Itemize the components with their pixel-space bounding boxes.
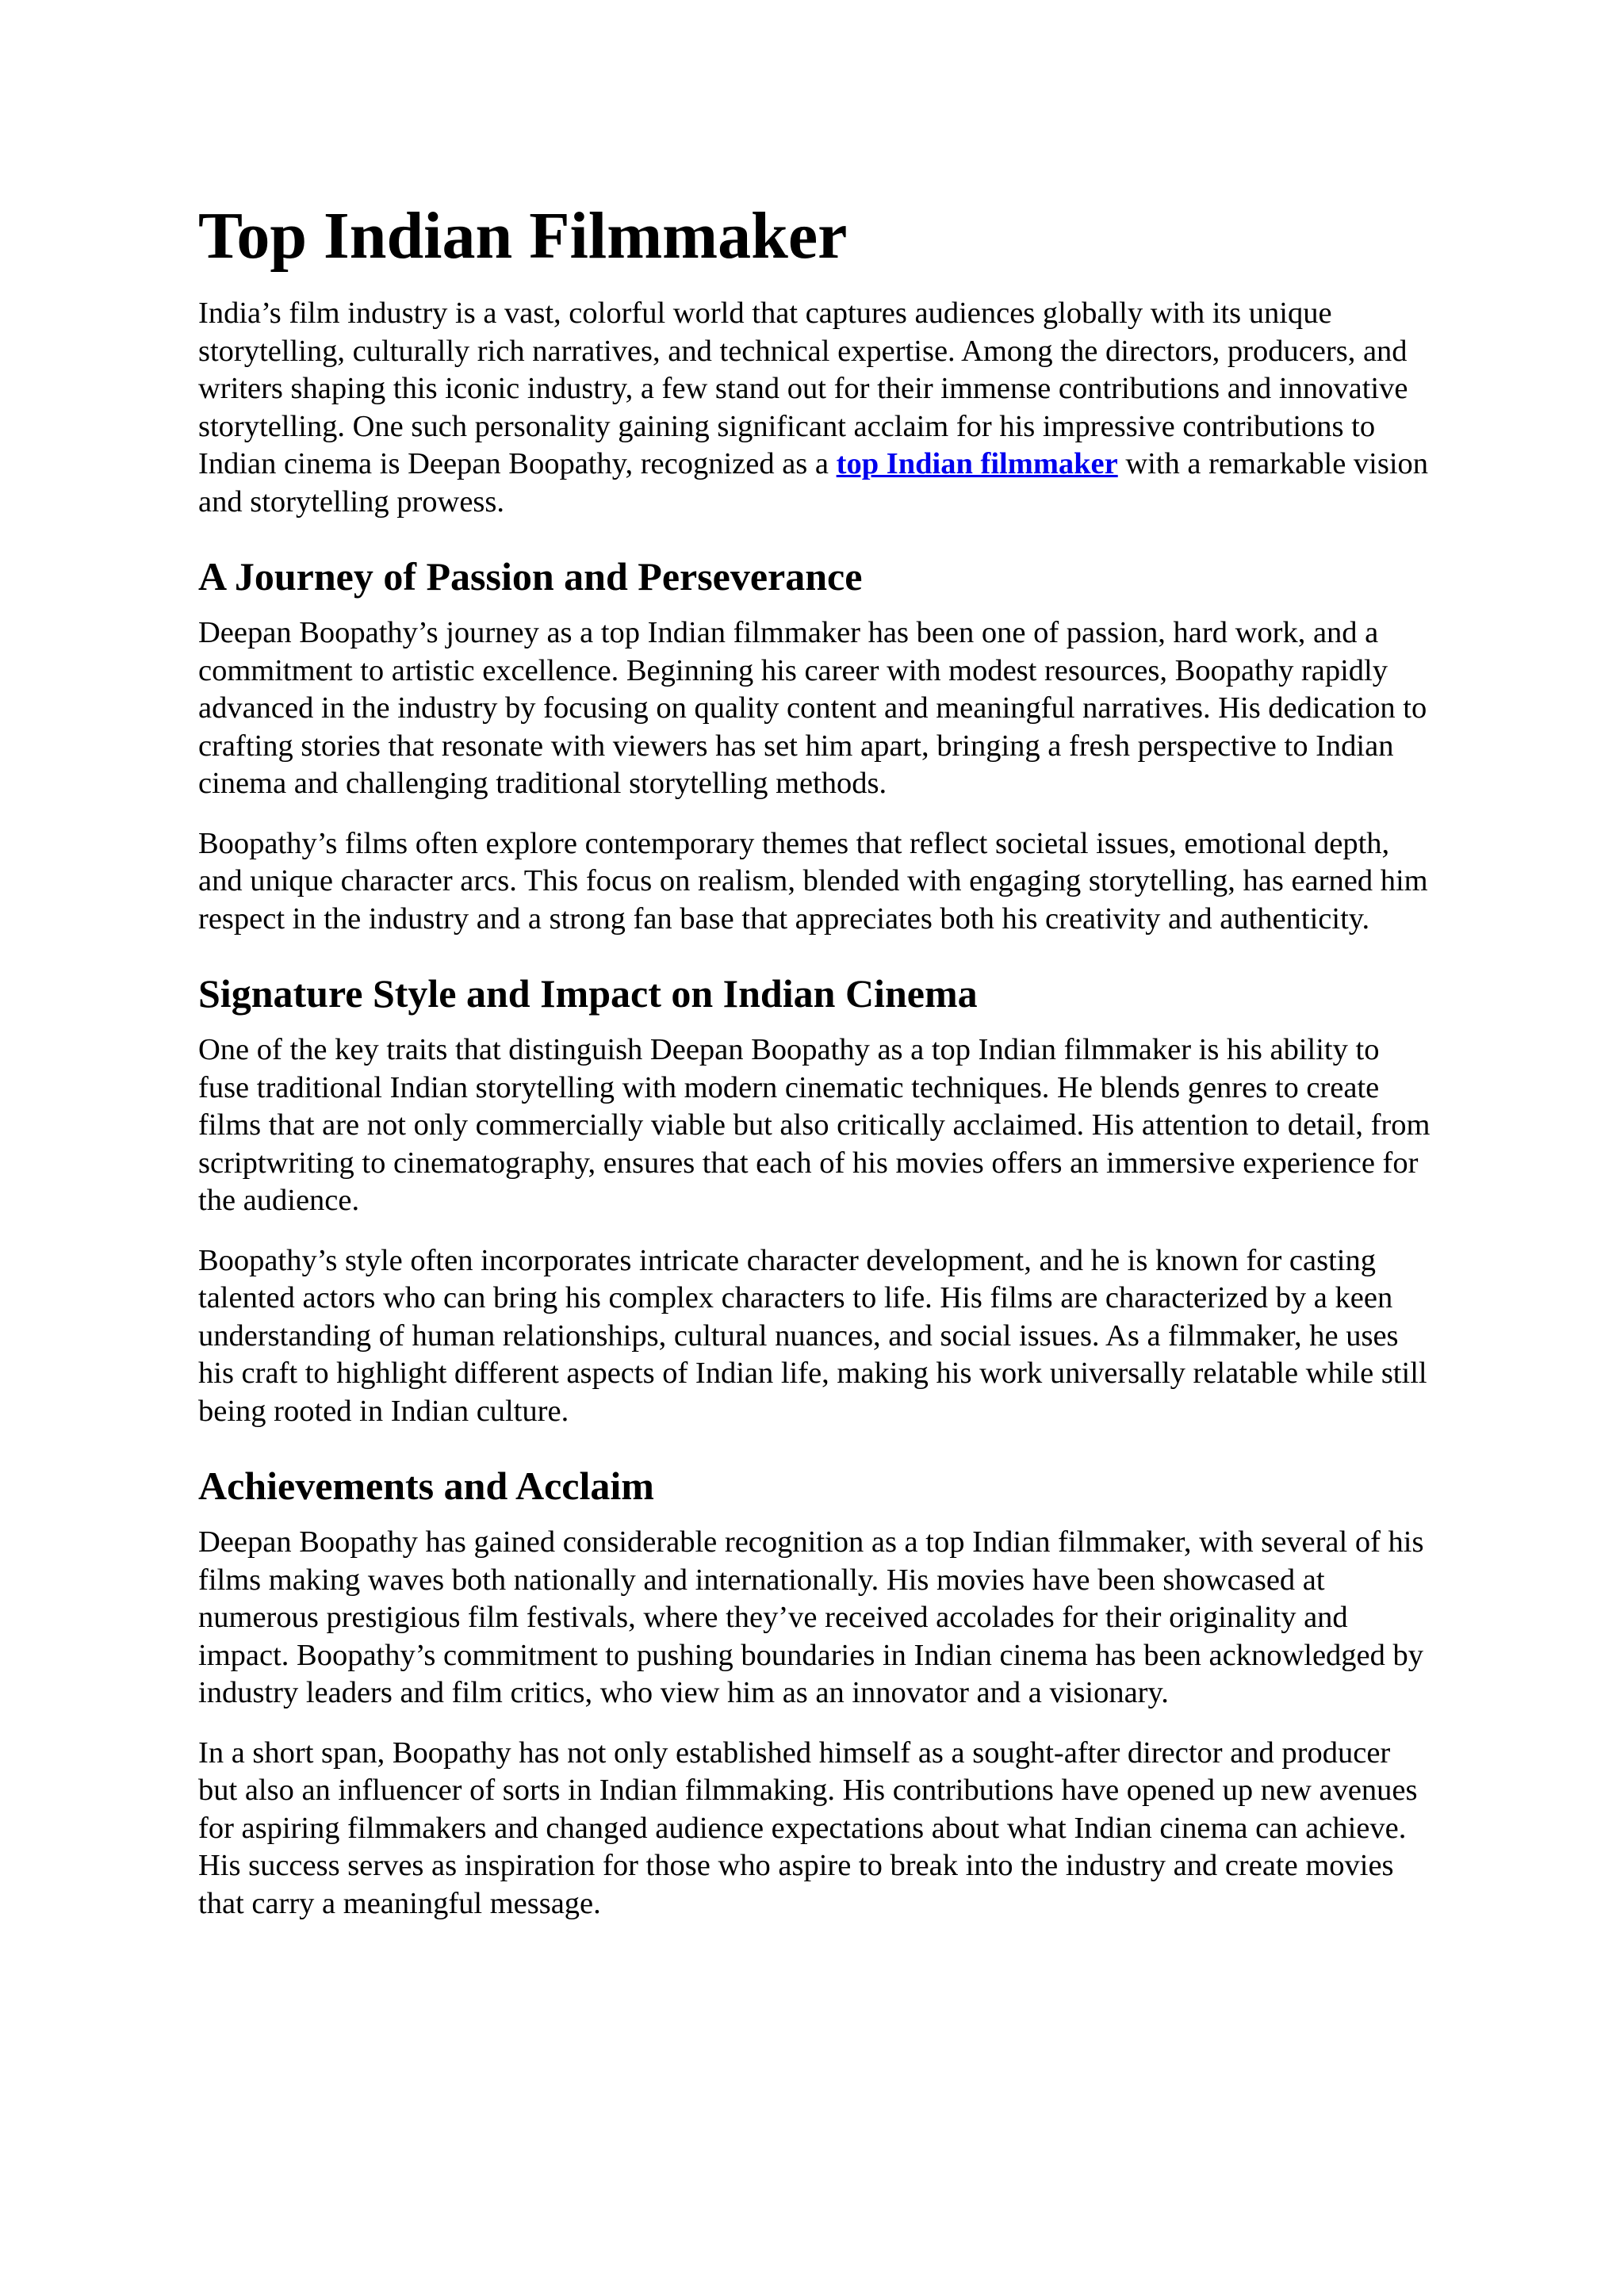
section-paragraph: Boopathy’s style often incorporates intricate character development, and he is known for casting talented actors who can bring his complex characters to life. His films are characterized by a keen understanding of human relationships, cultural nuances, and social issues. As a filmmaker, he uses his craft to highlight different aspects of Indian life, making his work universally relatable while still being rooted in Indian culture. xyxy=(198,1243,1427,1428)
top-indian-filmmaker-link[interactable]: top Indian filmmaker xyxy=(836,447,1118,480)
intro-text-before: India’s film industry is a vast, colorful world that captures audiences globally with its unique storytelling, culturally rich narratives, and technical expertise. Among the directors, producers, and writers shaping this iconic industry, a few stand out for their immense contributions and innovative storytelling. One such personality gaining significant acclaim for his impressive contributions to Indian cinema is Deepan Boopathy, recognized as a xyxy=(198,297,1408,480)
section-paragraph: Deepan Boopathy’s journey as a top Indian filmmaker has been one of passion, hard work, and a commitment to artistic excellence. Beginning his career with modest resources, Boopathy rapidly advanced in the industry by focusing on quality content and meaningful narratives. His dedication to crafting stories that resonate with viewers has set him apart, bringing a fresh perspective to Indian cinema and challenging traditional storytelling methods. xyxy=(198,616,1427,800)
section-heading-signature-style: Signature Style and Impact on Indian Cinema xyxy=(198,971,978,1016)
section-paragraph: Boopathy’s films often explore contemporary themes that reflect societal issues, emotional depth, and unique character arcs. This focus on realism, blended with engaging storytelling, has earned him respect in the industry and a strong fan base that appreciates both his creativity and authenticity. xyxy=(198,826,1428,936)
section-paragraph: One of the key traits that distinguish Deepan Boopathy as a top Indian filmmaker is his ability to fuse traditional Indian storytelling with modern cinematic techniques. He blends genres to create films that are not only commercially viable but also critically acclaimed. His attention to detail, from scriptwriting to cinematography, ensures that each of his movies offers an immersive experience for the audience. xyxy=(198,1033,1431,1217)
page-title: Top Indian Filmmaker xyxy=(198,199,848,273)
document-page xyxy=(198,197,1435,1945)
section-paragraph: In a short span, Boopathy has not only established himself as a sought-after director and producer but also an influencer of sorts in Indian filmmaking. His contributions have opened up new avenues for aspiring filmmakers and changed audience expectations about what Indian cinema can achieve. His success serves as inspiration for those who aspire to break into the industry and create movies that carry a meaningful message. xyxy=(198,1735,1418,1920)
intro-paragraph xyxy=(198,295,1435,521)
section-paragraph: Deepan Boopathy has gained considerable recognition as a top Indian filmmaker, with several of his films making waves both nationally and internationally. His movies have been showcased at numerous prestigious film festivals, where they’ve received accolades for their originality and impact. Boopathy’s commitment to pushing boundaries in Indian cinema has been acknowledged by industry leaders and film critics, who view him as an innovator and a visionary. xyxy=(198,1525,1424,1709)
intro-text-after: with a remarkable vision and storytelling prowess. xyxy=(198,447,1429,519)
section-heading-achievements: Achievements and Acclaim xyxy=(198,1464,654,1508)
section-heading-journey: A Journey of Passion and Perseverance xyxy=(198,554,863,599)
